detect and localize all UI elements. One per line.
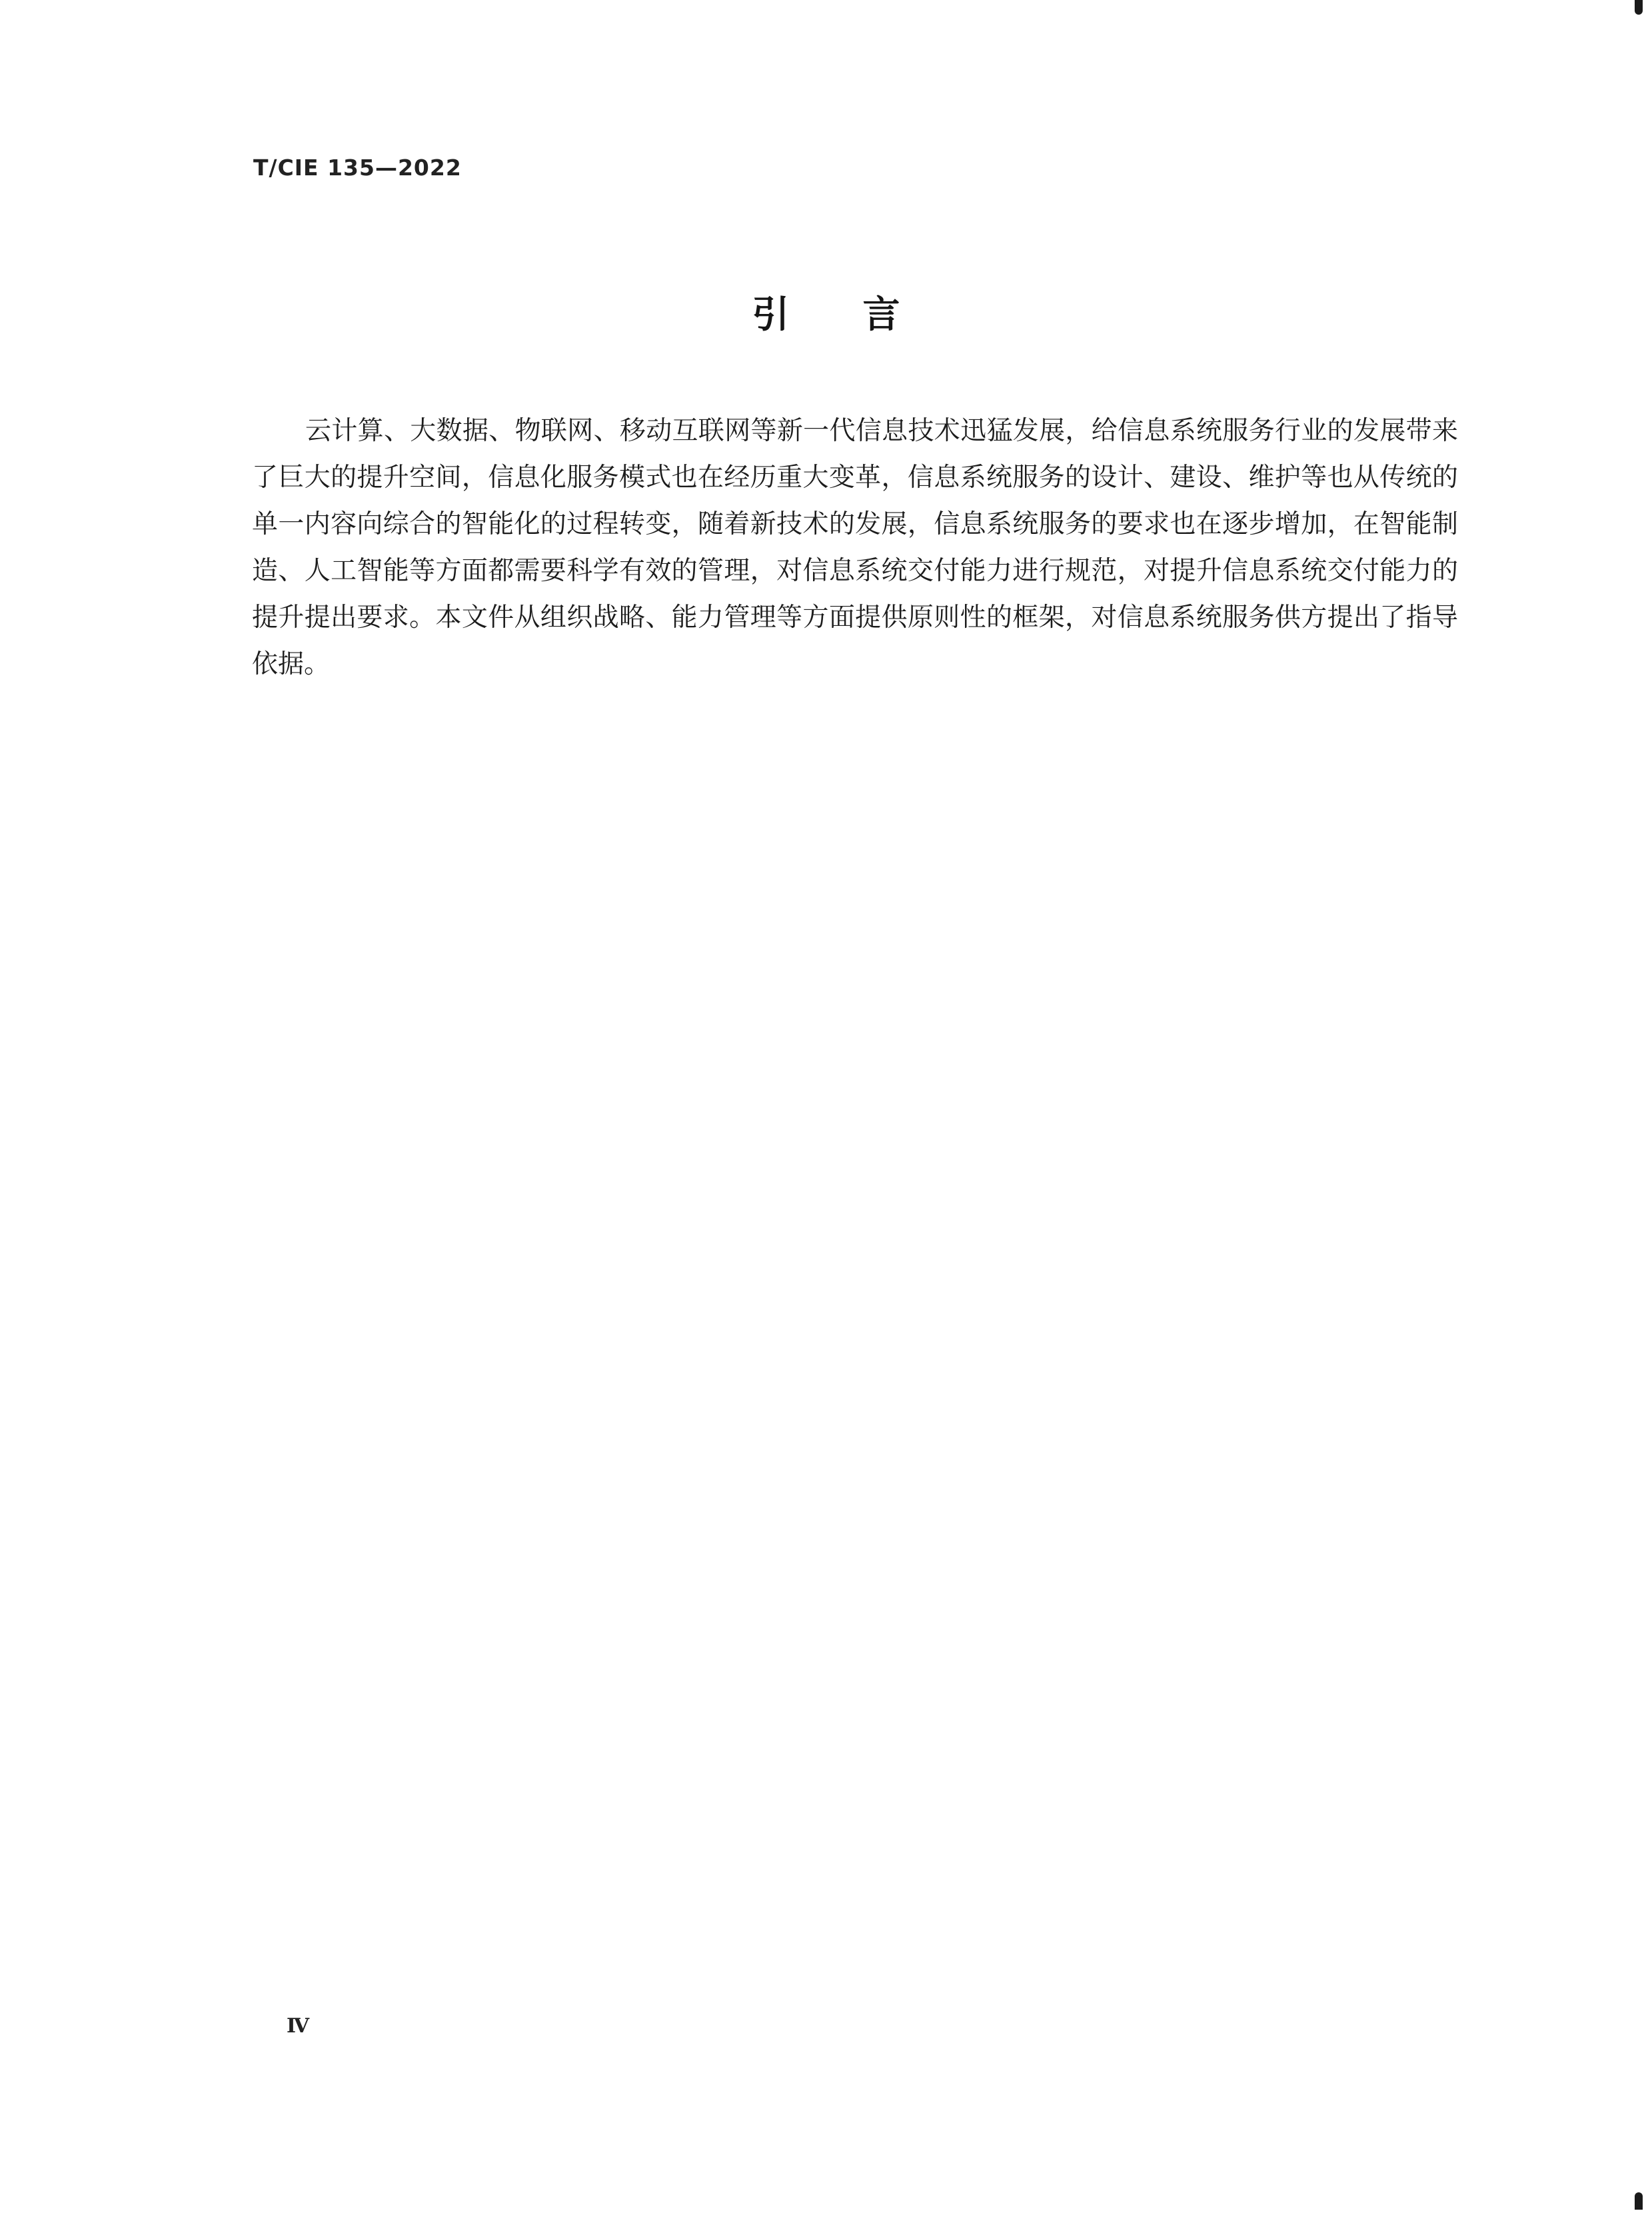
section-title: 引言 bbox=[752, 293, 974, 337]
scan-edge-mark-top bbox=[1635, 0, 1643, 15]
introduction-paragraph: 云计算、大数据、物联网、移动互联网等新一代信息技术迅猛发展，给信息系统服务行业的发展带来了巨大的提升空间，信息化服务模式也在经历重大变革，信息系统服务的设计、建设、维护等也从传统的单一内容向综合的智能化的过程转变，随着新技术的发展，信息系统服务的要求也在逐步增加，在智能制造、人工智能等方面都需要科学有效的管理，对信息系统交付能力进行规范，对提升信息系统交付能力的提升提出要求。本文件从组织战略、能力管理等方面提供原则性的框架，对信息系统服务供方提出了指导依据。 bbox=[252, 416, 1458, 679]
document-code: T/CIE 135—2022 bbox=[253, 155, 462, 181]
scan-edge-mark-bottom bbox=[1635, 2192, 1643, 2210]
page-number: Ⅳ bbox=[287, 2014, 310, 2038]
